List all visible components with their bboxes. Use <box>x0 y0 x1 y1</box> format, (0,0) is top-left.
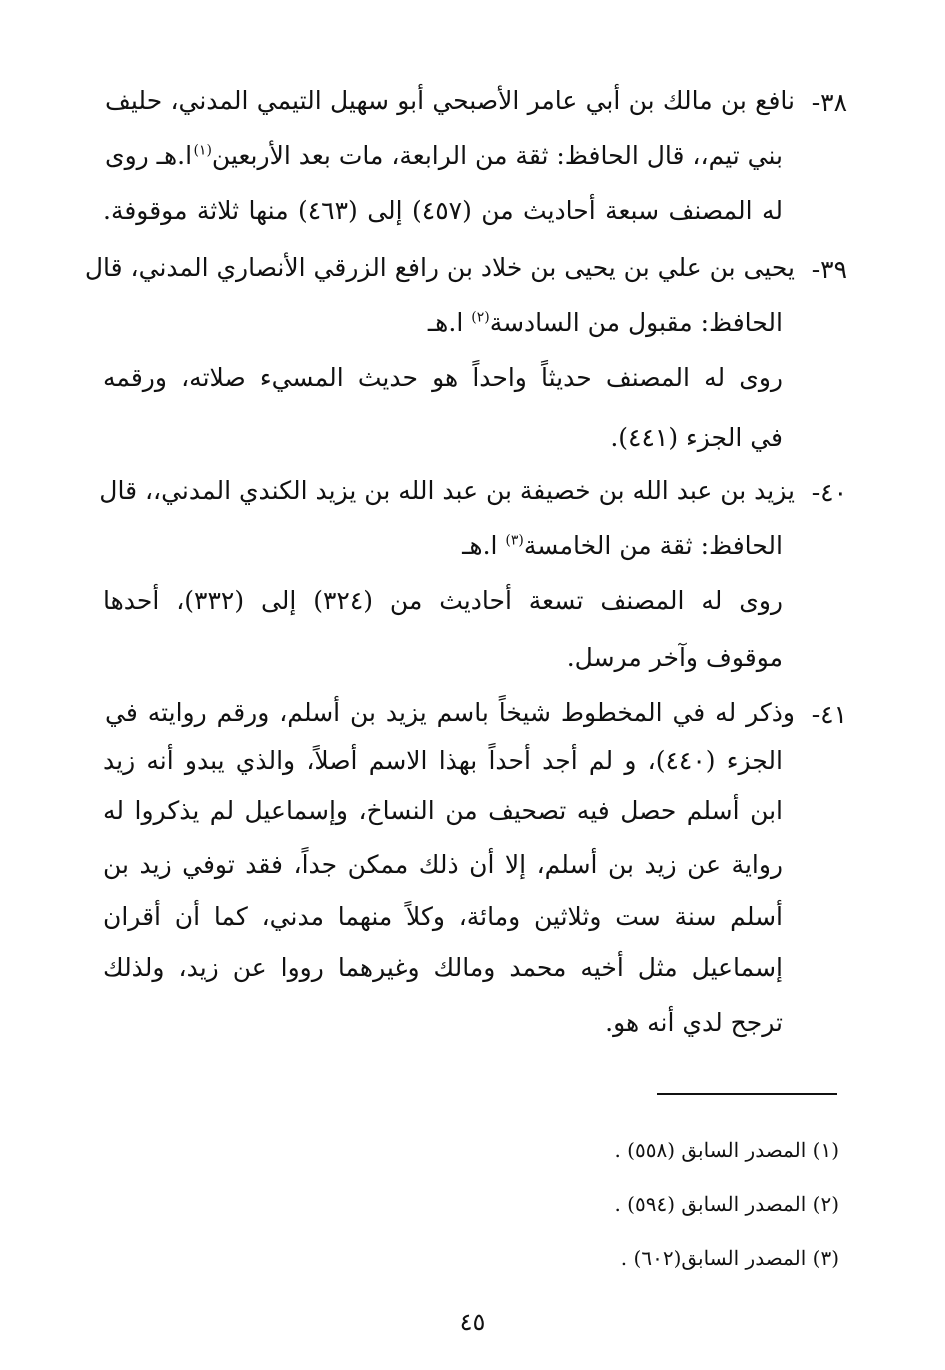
footnote-ref: (٣) <box>505 532 524 549</box>
page-number: ٤٥ <box>459 1308 486 1336</box>
text-line: وذكر له في المخطوط شيخاً باسم يزيد بن أسلم، ورقم روايته في <box>105 698 795 727</box>
text-line <box>193 141 783 170</box>
text-line: إسماعيل مثل أخيه محمد ومالك وغيرهما رووا عن زيد، ولذلك <box>103 953 783 982</box>
text-line: يزيد بن عبد الله بن خصيفة بن عبد الله بن يزيد الكندي المدني،، قال <box>99 476 795 505</box>
footnote-ref: (١) <box>193 142 212 159</box>
text-segment: ا.هـ <box>462 531 498 560</box>
text-line: أسلم سنة ست وثلاثين ومائة، وكلاً منهما مدني، كما أن أقران <box>103 902 783 931</box>
text-line: روى له المصنف حديثاً واحداً هو حديث المسيء صلاته، ورقمه <box>103 363 783 392</box>
footnote-3: (٣) المصدر السابق(٦٠٢) . <box>620 1246 839 1270</box>
entry-number: ٤٠- <box>811 478 847 507</box>
text-line: روى له المصنف تسعة أحاديث من (٣٢٤) إلى (٣٣٢)، أحدها <box>103 586 783 615</box>
text-line: ابن أسلم حصل فيه تصحيف من النساخ، وإسماعيل لم يذكروا له <box>103 796 783 825</box>
text-line <box>462 531 783 560</box>
entry-number: ٤١- <box>811 700 847 729</box>
text-segment: ا.هـ <box>427 308 464 337</box>
text-line: نافع بن مالك بن أبي عامر الأصبحي أبو سهيل التيمي المدني، حليف <box>105 86 795 115</box>
footnote-divider <box>657 1093 837 1095</box>
text-segment: بني تيم،، قال الحافظ: ثقة من الرابعة، مات بعد الأربعين <box>211 141 783 170</box>
text-line: ترجح لدي أنه هو. <box>605 1008 783 1037</box>
text-line: موقوف وآخر مرسل. <box>566 643 783 672</box>
footnote-1: (١) المصدر السابق (٥٥٨) . <box>614 1138 839 1162</box>
text-line: رواية عن زيد بن أسلم، إلا أن ذلك ممكن جداً، فقد توفي زيد بن <box>103 850 783 879</box>
footnote-2: (٢) المصدر السابق (٥٩٤) . <box>614 1192 839 1216</box>
text-line: يحيى بن علي بن يحيى بن خلاد بن رافع الزرقي الأنصاري المدني، قال <box>84 253 795 282</box>
text-line <box>427 308 783 337</box>
footnote-ref: (٢) <box>471 309 490 326</box>
text-line: له المصنف سبعة أحاديث من (٤٥٧) إلى (٤٦٣) منها ثلاثة موقوفة. <box>103 196 783 225</box>
text-line: الجزء (٤٤٠)، و لم أجد أحداً بهذا الاسم أصلاً، والذي يبدو أنه زيد <box>103 746 783 775</box>
entry-number: ٣٨- <box>811 88 847 117</box>
text-segment: الحافظ: ثقة من الخامسة <box>523 531 783 560</box>
entry-number: ٣٩- <box>811 255 847 284</box>
text-line-tail: ا.هـ روى <box>105 141 193 170</box>
text-segment: الحافظ: مقبول من السادسة <box>489 308 783 337</box>
text-line: في الجزء (٤٤١). <box>610 423 783 452</box>
